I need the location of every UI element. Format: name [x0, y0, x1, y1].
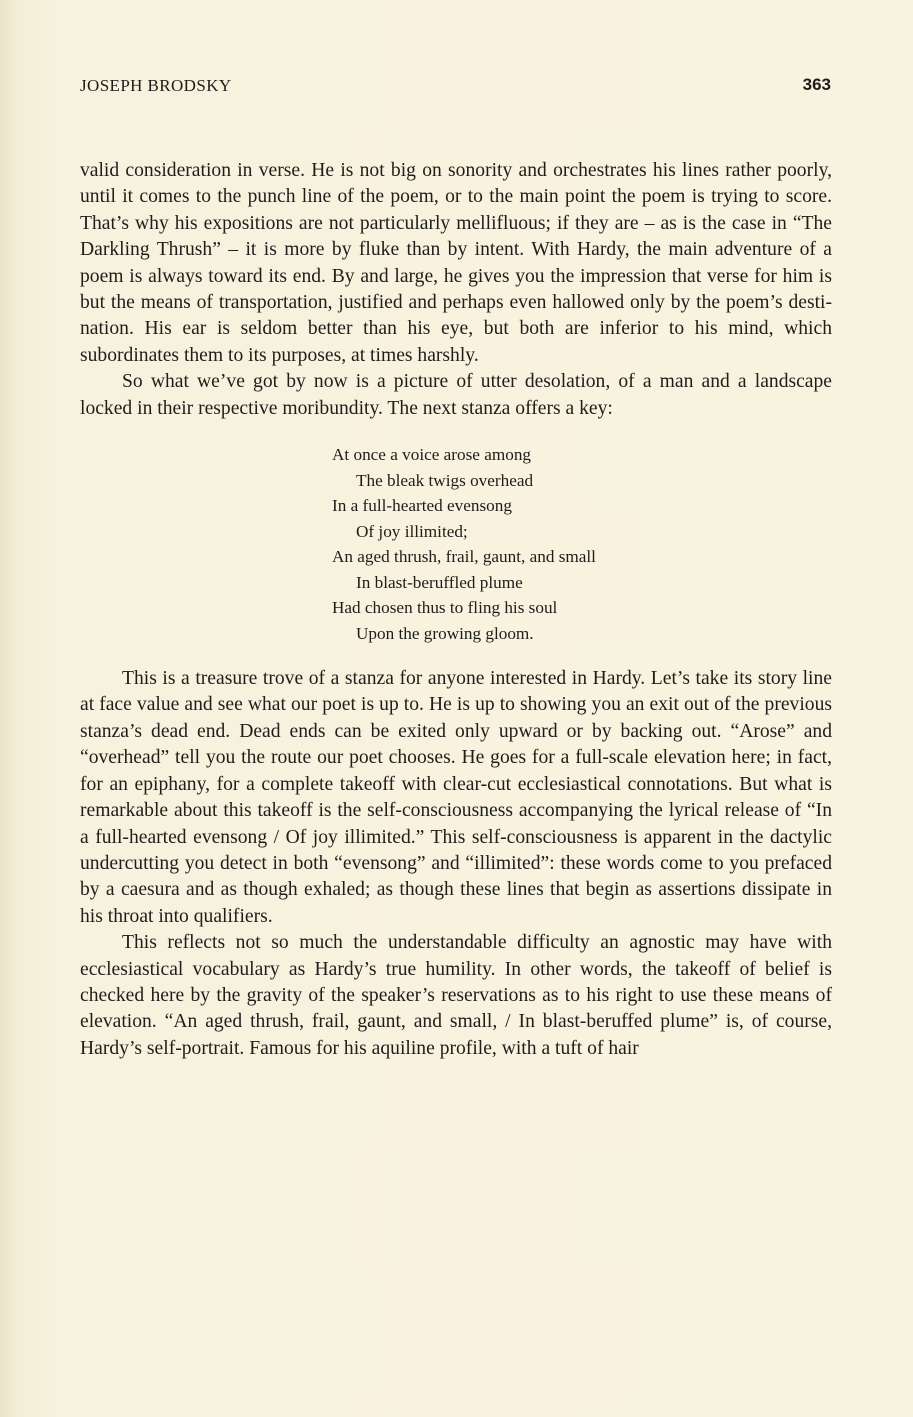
running-head-author: JOSEPH BRODSKY — [80, 76, 232, 95]
page-number: 363 — [802, 75, 831, 94]
paragraph-1: valid consideration in verse. He is not big on sonority and orchestrates his lines rather poorly, until it comes to the punch line of the poem, or to the main point the poem is trying to score. That’s why his expositions are not particularly mellifluous; if they are – as is the case in “The Darkling Thrush” – it is more by fluke than by intent. With Hardy, the main adventure of a poem is always toward its end. By and large, he gives you the impression that verse for him is but the means of transportation, justified and perhaps even hallowed only by the poem’s destination. His ear is seldom better than his eye, but both are inferior to his mind, which subordinates them to its purposes, at times harshly. — [80, 160, 832, 366]
verse-line-4: Of joy illimited; — [356, 521, 468, 541]
paragraph-3: This is a treasure trove of a stanza for anyone interested in Hardy. Let’s take its story line at face value and see what our poet is up to. He is up to showing you an exit out of the previous stanza’s dead end. Dead ends can be exited only upward or by backing out. “Arose” and “overhead” tell you the route our poet chooses. He goes for a full-scale elevation here; in fact, for an epiphany, for a complete takeoff with clear-cut ecclesiastical connotations. But what is remarkable about this takeoff is the self-consciousness accompanying the lyrical release of “In a full-hearted evensong / Of joy illimited.” This self-consciousness is apparent in the dactylic undercutting you detect in both “evensong” and “illimited”: these words come to you prefaced by a caesura and as though exhaled; as though these lines that begin as assertions dissipate in his throat into qualifiers. — [80, 668, 832, 927]
verse-line-3: In a full-hearted evensong — [332, 496, 512, 516]
verse-line-2: The bleak twigs overhead — [356, 470, 534, 490]
paragraph-2: So what we’ve got by now is a picture of utter desolation, of a man and a landscape locked in their respective moribundity. The next stanza offers a key: — [80, 371, 832, 419]
verse-line-8: Upon the growing gloom. — [356, 623, 534, 643]
running-head — [80, 76, 831, 100]
verse-line-7: Had chosen thus to fling his soul — [332, 598, 558, 618]
verse-line-1: At once a voice arose among — [332, 445, 532, 465]
paragraph-4: This reflects not so much the understandable difficulty an agnostic may have with ecclesiastical vocabulary as Hardy’s true humility. In other words, the takeoff of belief is checked here by the gravity of the speaker’s reservations as to his right to use these means of elevation. “An aged thrush, frail, gaunt, and small, / In blast-beruffed plume” is, of course, Hardy’s self-portrait. Famous for his aquiline profile, with a tuft of hair — [80, 932, 832, 1059]
poem-stanza — [332, 442, 832, 646]
verse-line-6: In blast-beruffled plume — [356, 572, 523, 592]
verse-line-5: An aged thrush, frail, gaunt, and small — [332, 547, 596, 567]
page-body — [80, 158, 832, 1062]
